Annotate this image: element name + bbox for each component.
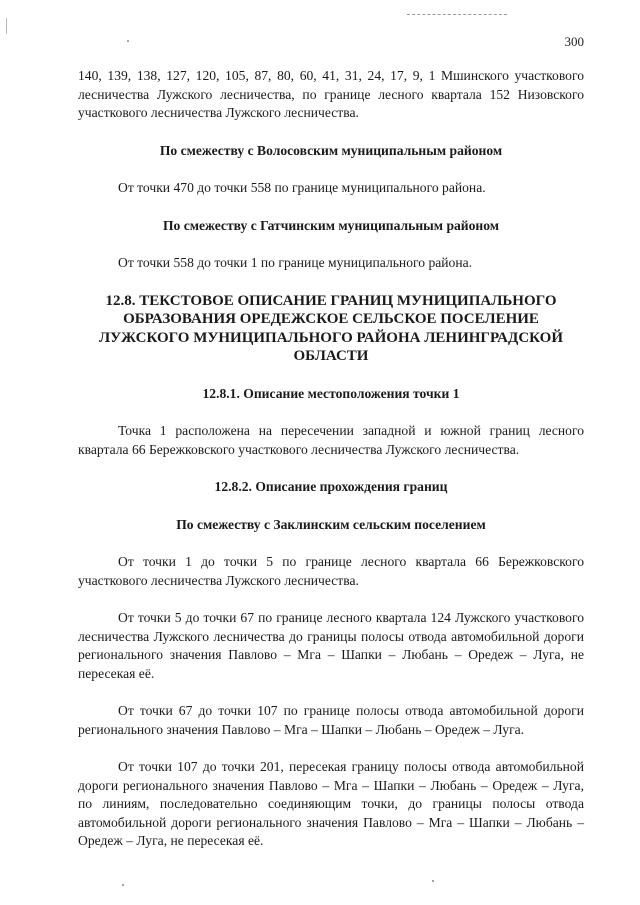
- scan-speck: [127, 40, 129, 42]
- subsection-point1-heading: 12.8.1. Описание местоположения точки 1: [202, 385, 460, 401]
- page-number: 300: [564, 34, 584, 49]
- paragraph-5-to-67: От точки 5 до точки 67 по границе лесного квартала 124 Лужского участкового лесничества Лужского лесничества до границы полосы отвода автомобильной дороги регионального значения Павлово – Мга – Шапки – Любань – Оредеж – Луга, не пересекая её.: [78, 610, 584, 681]
- section-title: 12.8. ТЕКСТОВОЕ ОПИСАНИЕ ГРАНИЦ МУНИЦИПАЛЬНОГО ОБРАЗОВАНИЯ ОРЕДЕЖСКОЕ СЕЛЬСКОЕ ПОСЕЛЕНИЕ ЛУЖСКОГО МУНИЦИПАЛЬНОГО РАЙОНА ЛЕНИНГРАДСКОЙ ОБЛАСТИ: [98, 292, 564, 364]
- paragraph-1-to-5: От точки 1 до точки 5 по границе лесного квартала 66 Бережковского участкового лесничества Лужского лесничества.: [78, 554, 584, 588]
- paragraph-volosovo: От точки 470 до точки 558 по границе муниципального района.: [118, 180, 486, 195]
- heading-zaklinye: По смежеству с Заклинским сельским поселением: [176, 516, 486, 532]
- subsection-boundaries-heading: 12.8.2. Описание прохождения границ: [214, 479, 448, 494]
- scan-artifact-left: [6, 18, 7, 34]
- paragraph-gatchina: От точки 558 до точки 1 по границе муниципального района.: [118, 255, 473, 270]
- scan-artifact-top: [407, 14, 507, 16]
- scan-speck: [122, 884, 124, 886]
- intro-continuation-paragraph: 140, 139, 138, 127, 120, 105, 87, 80, 60, 41, 31, 24, 17, 9, 1 Мшинского участкового лесничества Лужского лесничества, по границе лесного квартала 152 Низовского участкового лесничества Лужского лесничества.: [78, 68, 584, 120]
- paragraph-67-to-107: От точки 67 до точки 107 по границе полосы отвода автомобильной дороги регионального значения Павлово – Мга – Шапки – Любань – Оредеж – Луга.: [78, 703, 584, 737]
- document-body: [78, 67, 584, 851]
- paragraph-point1: Точка 1 расположена на пересечении западной и южной границ лесного квартала 66 Бережковского участкового лесничества Лужского лесничества.: [78, 423, 584, 457]
- paragraph-107-to-201: От точки 107 до точки 201, пересекая границу полосы отвода автомобильной дороги регионального значения Павлово – Мга – Шапки – Любань – Оредеж – Луга, по линиям, последовательно соединяющим точки, до границы полосы отвода автомобильной дороги регионального значения Павлово – Мга – Шапки – Любань – Оредеж – Луга, не пересекая её.: [78, 759, 584, 848]
- scan-speck: [432, 880, 434, 882]
- heading-volosovo: По смежеству с Волосовским муниципальным районом: [159, 142, 503, 158]
- heading-gatchina: По смежеству с Гатчинским муниципальным районом: [162, 217, 500, 233]
